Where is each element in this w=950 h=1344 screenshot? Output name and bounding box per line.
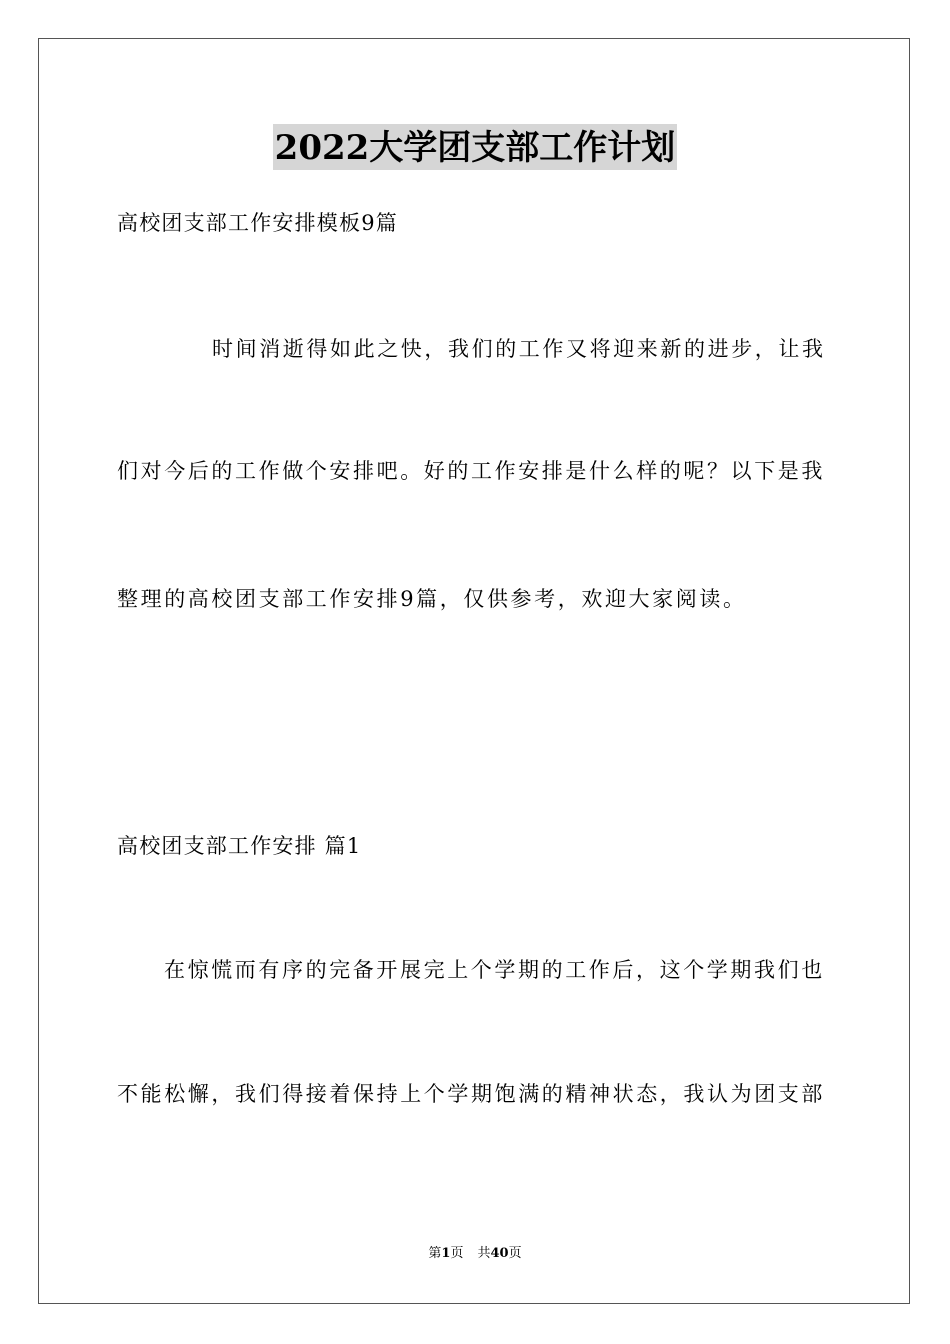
section-paragraph-line: 不能松懈，我们得接着保持上个学期饱满的精神状态，我认为团支部 <box>117 1082 825 1106</box>
footer-total-pages: 40 <box>490 1246 509 1261</box>
footer-page-suffix: 页 <box>450 1246 464 1261</box>
page-footer <box>0 1245 950 1263</box>
section-heading: 高校团支部工作安排 篇1 <box>117 834 362 858</box>
document-title: 2022大学团支部工作计划 <box>273 124 678 170</box>
intro-paragraph-line: 们对今后的工作做个安排吧。好的工作安排是什么样的呢？以下是我 <box>117 459 825 483</box>
footer-total-prefix: 共 <box>477 1246 491 1261</box>
footer-page-prefix: 第 <box>428 1246 442 1261</box>
section-paragraph-line: 在惊慌而有序的完备开展完上个学期的工作后，这个学期我们也 <box>164 958 825 982</box>
footer-page-number: 1 <box>441 1246 451 1261</box>
intro-paragraph-line: 时间消逝得如此之快，我们的工作又将迎来新的进步，让我 <box>212 337 826 361</box>
footer-total-suffix: 页 <box>508 1246 522 1261</box>
document-subtitle: 高校团支部工作安排模板9篇 <box>117 211 398 235</box>
title-container <box>0 124 950 170</box>
intro-paragraph-line: 整理的高校团支部工作安排9篇，仅供参考，欢迎大家阅读。 <box>117 587 747 611</box>
